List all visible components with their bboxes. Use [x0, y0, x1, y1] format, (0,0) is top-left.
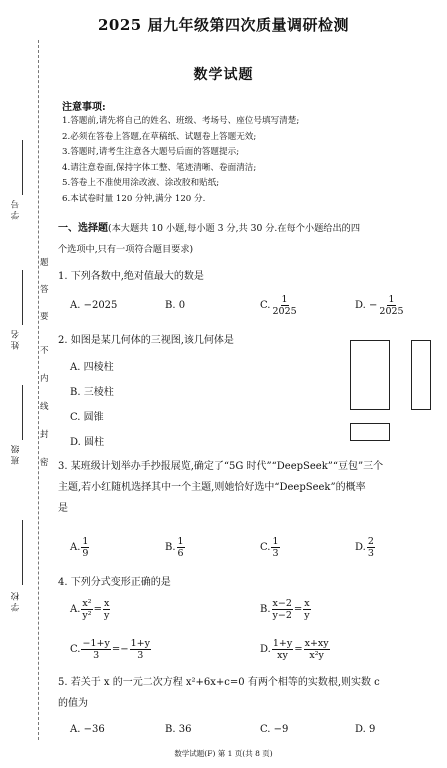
q2-option-d: D. 圆柱: [70, 437, 105, 448]
notice-item: 2.必须在答卷上答题,在草稿纸、试题卷上答题无效;: [62, 131, 257, 142]
q3-c-den: 3: [272, 548, 279, 559]
q5-option-a: A. −36: [70, 724, 105, 735]
q1-option-c: [260, 294, 299, 317]
notice-heading: 注意事项:: [62, 102, 106, 113]
q3-c-prefix: C.: [260, 542, 271, 553]
q4-c-den1: 3: [93, 650, 100, 661]
q2-option-a: A. 四棱柱: [70, 362, 114, 373]
student-id-line: [22, 140, 23, 195]
class-label: 班 级: [11, 445, 21, 465]
q4-a-num1: x²: [82, 598, 92, 609]
q2-option-b: B. 三棱柱: [70, 387, 114, 398]
q5-option-b: B. 36: [165, 724, 192, 735]
q1-c-prefix: C.: [260, 300, 271, 311]
q4-a-den1: y²: [82, 610, 92, 621]
student-id-label: 学 号: [11, 200, 21, 220]
seal-char: 不: [40, 346, 49, 356]
q3-option-d: [355, 536, 376, 559]
q4-b-den2: y: [304, 610, 310, 621]
section-heading: 一、选择题: [58, 223, 108, 234]
question-3-stem: [58, 456, 443, 519]
q4-c-eq: =−: [111, 644, 129, 655]
notice-item: 1.答题前,请先将自己的姓名、班级、考场号、座位号填写清楚;: [62, 116, 300, 126]
notice-list: [62, 114, 299, 208]
q1-c-num: 1: [281, 294, 288, 305]
q3-b-num: 1: [177, 536, 184, 547]
q4-c-num1: −1+y: [82, 638, 110, 649]
q4-d-num1: 1+y: [272, 638, 293, 649]
seal-char: 内: [40, 374, 49, 384]
name-label: 姓 名: [11, 330, 21, 350]
section-instruction-2: 个选项中,只有一项符合题目要求): [58, 244, 194, 255]
name-line: [22, 270, 23, 325]
question-2-stem: 2. 如图是某几何体的三视图,该几何体是: [58, 335, 234, 346]
q4-option-b: [260, 598, 312, 621]
q4-b-prefix: B.: [260, 604, 271, 615]
q4-c-prefix: C.: [70, 644, 81, 655]
q4-a-num2: x: [103, 598, 110, 609]
q3-option-c: [260, 536, 281, 559]
q1-option-b: B. 0: [165, 300, 186, 311]
q3-a-num: 1: [82, 536, 89, 547]
question-5-stem: [58, 672, 443, 714]
q3-option-a: [70, 536, 90, 559]
q5-option-c: C. −9: [260, 724, 289, 735]
q5-line: 5. 若关于 x 的一元二次方程 x²+6x+c=0 有两个相等的实数根,则实数 c: [58, 677, 380, 688]
q3-d-prefix: D.: [355, 542, 366, 553]
q3-d-den: 3: [367, 548, 374, 559]
side-view-rect: [411, 340, 431, 410]
q4-b-eq: =: [293, 604, 303, 615]
q4-d-eq: =: [294, 644, 303, 655]
q1-option-d: [355, 294, 406, 317]
q4-d-den2: x²y: [309, 650, 324, 661]
binding-dashed-line: [38, 40, 39, 740]
notice-item: 3.答题时,请考生注意各大题号后面的答题提示;: [62, 147, 240, 158]
exam-subtitle: 数学试题: [193, 67, 254, 83]
top-view-rect: [350, 423, 390, 441]
notice-item: 6.本试卷时量 120 分钟,满分 120 分.: [62, 193, 206, 204]
q4-b-den1: y−2: [272, 610, 292, 621]
seal-char: 封: [40, 430, 49, 440]
q3-a-den: 9: [82, 548, 89, 559]
q3-line: 3. 某班级计划举办手抄报展览,确定了“5G 时代”“DeepSeek”“豆包”三个: [58, 461, 384, 472]
q3-a-prefix: A.: [70, 542, 81, 553]
seal-char: 线: [40, 402, 49, 412]
front-view-rect: [350, 340, 390, 410]
q4-c-den2: 3: [137, 650, 144, 661]
section-instruction-1: (本大题共 10 小题,每小题 3 分,共 30 分.在每个小题给出的四: [108, 223, 361, 234]
notice-item: 5.答卷上不准使用涂改液、涂改胶和贴纸;: [62, 178, 220, 189]
q4-option-a: [70, 598, 111, 621]
q3-b-den: 6: [177, 548, 184, 559]
q4-a-prefix: A.: [70, 604, 81, 615]
section-instructions: [58, 218, 440, 260]
q3-option-b: [165, 536, 186, 559]
seal-char: 要: [40, 312, 49, 322]
seal-char: 答: [40, 285, 49, 295]
q3-b-prefix: B.: [165, 542, 176, 553]
seal-char: 题: [40, 258, 49, 268]
q4-a-eq: =: [93, 604, 102, 615]
q4-c-num2: 1+y: [130, 638, 150, 649]
seal-char: 密: [40, 458, 49, 468]
q4-option-d: [260, 638, 331, 661]
q1-c-den: 2025: [272, 306, 297, 317]
q4-option-c: [70, 638, 152, 661]
q3-line: 主题,若小红随机选择其中一个主题,则她恰好选中“DeepSeek”的概率: [58, 482, 366, 493]
q4-a-den2: y: [103, 610, 110, 621]
q3-line: 是: [58, 503, 68, 514]
q5-option-d: D. 9: [355, 724, 376, 735]
class-line: [22, 385, 23, 440]
school-line: [22, 520, 23, 585]
notice-item: 4.请注意卷面,保持字体工整、笔迹清晰、卷面清洁;: [62, 162, 257, 173]
q1-d-num: 1: [388, 294, 395, 305]
q4-d-prefix: D.: [260, 644, 271, 655]
question-1-stem: 1. 下列各数中,绝对值最大的数是: [58, 271, 204, 282]
question-4-stem: 4. 下列分式变形正确的是: [58, 577, 171, 588]
exam-title: 2025 届九年级第四次质量调研检测: [98, 16, 349, 34]
q1-option-a: A. −2025: [70, 300, 118, 311]
q4-b-num2: x: [304, 598, 310, 609]
q3-d-num: 2: [367, 536, 374, 547]
q4-d-num2: x+xy: [304, 638, 329, 649]
page-footer: 数学试题(F) 第 1 页(共 8 页): [174, 749, 273, 758]
q1-d-prefix: D. −: [355, 300, 378, 311]
school-label: 学 校: [11, 592, 21, 612]
q2-option-c: C. 圆锥: [70, 412, 104, 423]
q1-d-den: 2025: [379, 306, 404, 317]
q4-d-den1: xy: [277, 650, 288, 661]
q5-line: 的值为: [58, 698, 88, 709]
q4-b-num1: x−2: [272, 598, 292, 609]
q3-c-num: 1: [272, 536, 279, 547]
